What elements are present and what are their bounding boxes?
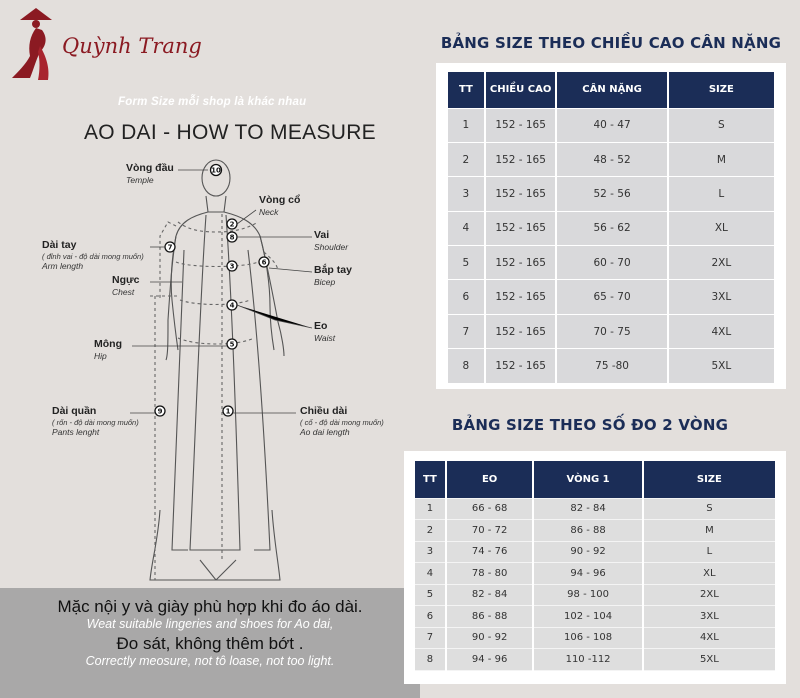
header-size: SIZE xyxy=(643,461,776,498)
marker-3 xyxy=(227,261,237,271)
header-bust: VÒNG 1 xyxy=(533,461,642,498)
bottom-note xyxy=(0,596,420,670)
ao-dai-figure xyxy=(0,150,420,600)
marker-1 xyxy=(223,406,233,416)
table-row: 2 70 - 72 86 - 88 M xyxy=(414,520,776,542)
svg-text:10: 10 xyxy=(211,166,221,175)
marker-8 xyxy=(227,232,237,242)
svg-text:6: 6 xyxy=(261,258,267,267)
label-chest: Ngực Chest xyxy=(112,274,140,297)
svg-text:3: 3 xyxy=(229,262,235,271)
marker-2 xyxy=(227,219,237,229)
form-size-note: Form Size mỗi shop là khác nhau xyxy=(118,96,307,108)
svg-text:9: 9 xyxy=(157,407,163,416)
marker-6 xyxy=(259,257,269,267)
label-ao-dai-length: Chiều dài ( cổ - độ dài mong muốn) Ao dai length xyxy=(300,405,384,437)
header-size: SIZE xyxy=(668,72,775,108)
marker-7 xyxy=(165,242,175,252)
table-row: 1 66 - 68 82 - 84 S xyxy=(414,498,776,520)
table-header-row xyxy=(414,461,776,498)
svg-text:5: 5 xyxy=(229,340,235,349)
table-row: 8 152 - 165 75 -80 5XL xyxy=(447,349,775,383)
table-row: 7 152 - 165 70 - 75 4XL xyxy=(447,314,775,348)
svg-text:8: 8 xyxy=(229,233,235,242)
label-hip: Mông Hip xyxy=(94,338,122,361)
table-row: 4 78 - 80 94 - 96 XL xyxy=(414,563,776,585)
table-row: 6 152 - 165 65 - 70 3XL xyxy=(447,280,775,314)
table-row: 5 152 - 165 60 - 70 2XL xyxy=(447,246,775,280)
table-row: 1 152 - 165 40 - 47 S xyxy=(447,108,775,142)
header-height: CHIỀU CAO xyxy=(485,72,557,108)
table-row: 3 74 - 76 90 - 92 L xyxy=(414,541,776,563)
label-waist: Eo Waist xyxy=(314,320,336,343)
marker-5 xyxy=(227,339,237,349)
header-waist: EO xyxy=(446,461,533,498)
header-tt: TT xyxy=(414,461,446,498)
page-title: AO DAI - HOW TO MEASURE xyxy=(84,121,376,144)
table2-title: BẢNG SIZE THEO SỐ ĐO 2 VÒNG xyxy=(451,416,729,434)
header-weight: CÂN NẶNG xyxy=(556,72,667,108)
table-row: 8 94 - 96 110 -112 5XL xyxy=(414,649,776,671)
table-row: 2 152 - 165 48 - 52 M xyxy=(447,142,775,176)
svg-text:7: 7 xyxy=(167,243,173,252)
note-line-3: Đo sát, không thêm bớt . xyxy=(116,633,304,653)
header-tt: TT xyxy=(447,72,485,108)
label-neck: Vòng cổ Neck xyxy=(259,194,301,217)
svg-text:4: 4 xyxy=(229,301,235,310)
marker-4 xyxy=(227,300,237,310)
table-header-row xyxy=(447,72,775,108)
note-line-1: Mặc nội y và giày phù hợp khi đo áo dài. xyxy=(57,597,363,616)
table-row: 4 152 - 165 56 - 62 XL xyxy=(447,211,775,245)
size-by-measurement-table xyxy=(413,461,777,671)
label-temple: Vòng đầu Temple xyxy=(126,162,174,185)
brand-name: Quỳnh Trang xyxy=(62,34,202,58)
table-row: 7 90 - 92 106 - 108 4XL xyxy=(414,627,776,649)
label-pants-length: Dài quần ( rốn - độ dài mong muốn) Pants lenght xyxy=(52,405,139,437)
svg-text:1: 1 xyxy=(225,407,231,416)
label-bicep: Bắp tay Bicep xyxy=(314,264,352,287)
table-row: 3 152 - 165 52 - 56 L xyxy=(447,177,775,211)
marker-9 xyxy=(155,406,165,416)
svg-text:2: 2 xyxy=(229,220,235,229)
label-shoulder: Vai Shoulder xyxy=(314,229,349,252)
note-line-2: Weat suitable lingeries and shoes for Ao dai, xyxy=(86,617,334,632)
label-arm-length: Dài tay ( đỉnh vai - độ dài mong muốn) Arm length xyxy=(42,239,144,271)
table-row: 6 86 - 88 102 - 104 3XL xyxy=(414,606,776,628)
marker-10 xyxy=(211,165,222,176)
table1-title: BẢNG SIZE THEO CHIỀU CAO CÂN NẶNG xyxy=(440,34,782,52)
table-row: 5 82 - 84 98 - 100 2XL xyxy=(414,584,776,606)
note-line-4: Correctly meosure, not tô loase, not too light. xyxy=(85,654,335,669)
size-by-height-weight-table xyxy=(446,72,776,384)
